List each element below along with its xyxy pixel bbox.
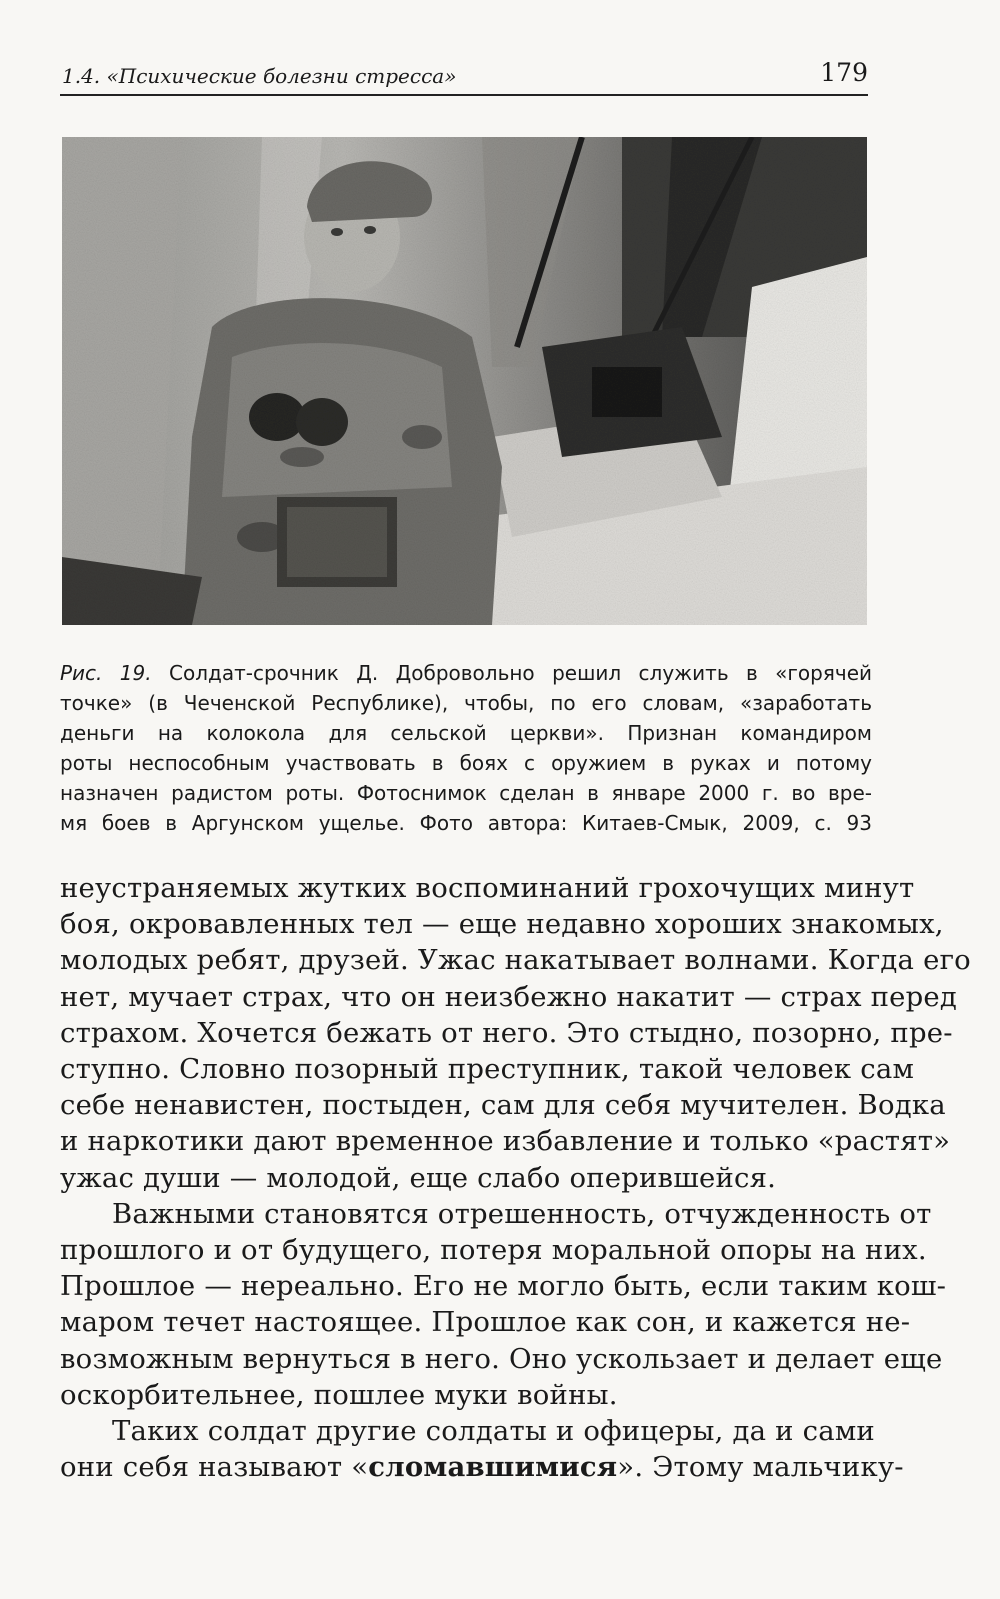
text-line: нет, мучает страх, что он неизбежно накатит — страх перед bbox=[60, 980, 958, 1013]
text-line: молодых ребят, друзей. Ужас накатывает волнами. Когда его bbox=[60, 944, 971, 977]
paragraph-3 bbox=[60, 1413, 904, 1485]
figure-caption bbox=[60, 658, 872, 838]
text-line: ужас души — молодой, еще слабо оперившейся. bbox=[60, 1161, 777, 1194]
caption-line: Рис. 19. Солдат-срочник Д. Добровольно решил служить в «горячей bbox=[60, 661, 873, 685]
page-number: 179 bbox=[820, 58, 868, 87]
text-line: боя, окровавленных тел — еще недавно хороших знакомых, bbox=[60, 908, 944, 941]
text-line: прошлого и от будущего, потеря моральной опоры на них. bbox=[60, 1234, 927, 1267]
text-line: маром течет настоящее. Прошлое как сон, и кажется не- bbox=[60, 1306, 911, 1339]
text-line: возможным вернуться в него. Оно ускользает и делает еще bbox=[60, 1342, 943, 1375]
body-text bbox=[60, 870, 971, 1485]
figure-photo bbox=[62, 137, 867, 625]
caption-line: роты неспособным участвовать в боях с оружием в руках и потому bbox=[60, 751, 872, 775]
bold-term: сломавшимися bbox=[368, 1451, 618, 1484]
paragraph-2 bbox=[60, 1196, 947, 1413]
figure-label: Рис. 19. bbox=[60, 661, 152, 685]
text-line: неустраняемых жутких воспоминаний грохочущих минут bbox=[60, 872, 915, 904]
caption-line: назначен радистом роты. Фотоснимок сделан в январе 2000 г. во вре- bbox=[60, 781, 872, 805]
text-line: и наркотики дают временное избавление и только «растят» bbox=[60, 1125, 951, 1158]
caption-line: точке» (в Чеченской Республике), чтобы, по его словам, «заработать bbox=[60, 691, 872, 715]
text-line: себе ненавистен, постыден, сам для себя мучителен. Водка bbox=[60, 1089, 946, 1122]
text-line: ступно. Словно позорный преступник, такой человек сам bbox=[60, 1053, 915, 1086]
text-line: Прошлое — нереально. Его не могло быть, если таким кош- bbox=[60, 1270, 947, 1303]
running-header bbox=[60, 58, 868, 96]
caption-line: мя боев в Аргунском ущелье. Фото автора: Китаев-Смык, 2009, с. 93 bbox=[60, 811, 872, 835]
text-line: оскорбительнее, пошлее муки войны. bbox=[60, 1378, 618, 1411]
caption-line: деньги на колокола для сельской церкви». Признан командиром bbox=[60, 721, 872, 745]
section-title: 1.4. «Психические болезни стресса» bbox=[62, 64, 457, 88]
text-line: страхом. Хочется бежать от него. Это стыдно, позорно, пре- bbox=[60, 1016, 953, 1049]
text-line: Таких солдат другие солдаты и офицеры, да и сами bbox=[112, 1415, 875, 1448]
paragraph-1 bbox=[60, 870, 971, 1196]
text-line: они себя называют «сломавшимися». Этому мальчику- bbox=[60, 1451, 904, 1484]
text-line: Важными становятся отрешенность, отчужденность от bbox=[112, 1197, 932, 1230]
soldier-photo-illustration bbox=[62, 137, 867, 625]
